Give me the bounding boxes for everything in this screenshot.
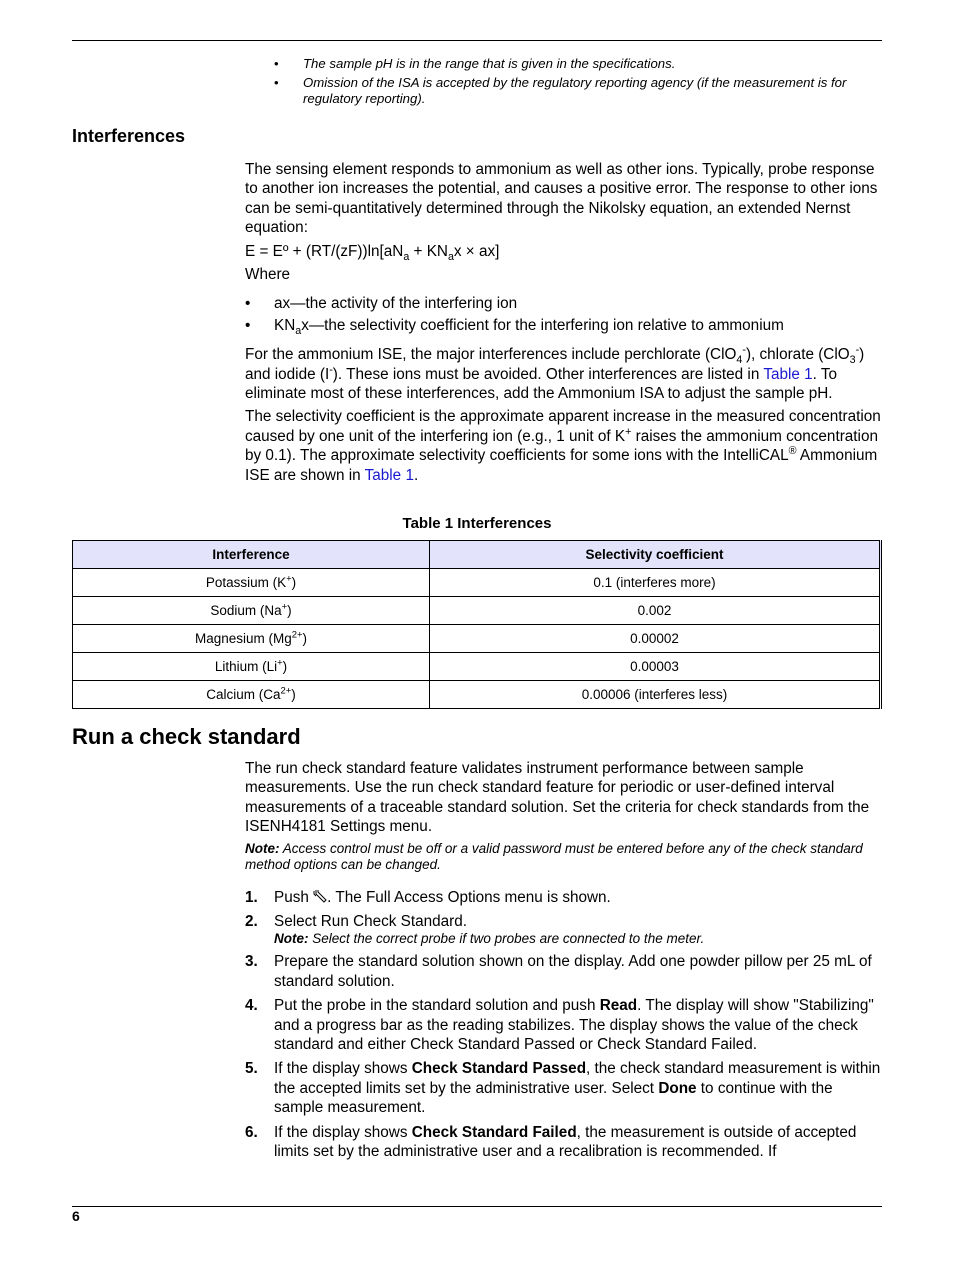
check-standard-heading: Run a check standard (72, 724, 301, 749)
table-row (73, 569, 881, 597)
steps-list (245, 888, 882, 1162)
table-header-row (73, 541, 881, 569)
ion-cell: Lithium (Li+) (73, 653, 430, 681)
coefficient-cell: 0.002 (430, 597, 881, 625)
table-row (73, 597, 881, 625)
table-row (73, 653, 881, 681)
probe-note: Note: Select the correct probe if two probes are connected to the meter. (274, 931, 705, 947)
check-standard-body (245, 759, 882, 1167)
check-standard-intro: The run check standard feature validates instrument performance between sample measurements. Use the run check standard feature for periodic or user-defined interval measurements of a traceable standard solution. Set the criteria for check standards from the ISENH4181 Settings menu. (245, 760, 870, 836)
selectivity-paragraph: The selectivity coefficient is the approximate apparent increase in the measured concentration caused by one unit of the interfering ion (e.g., 1 unit of K+ raises the ammonium concentration by 0.1). The approximate selectivity coefficients for some ions with the IntelliCAL® Ammonium ISE are shown in Table 1. (245, 408, 881, 484)
interferences-body (245, 160, 882, 485)
interferences-table (72, 540, 882, 709)
table-row (73, 681, 881, 709)
step-item: 3. Prepare the standard solution shown on the display. Add one powder pillow per 25 mL of standard solution. (245, 953, 872, 990)
page-number: 6 (72, 1208, 80, 1224)
conditions-list (245, 56, 882, 110)
list-item: • ax—the activity of the interfering ion (245, 294, 882, 313)
table-row (73, 625, 881, 653)
interferences-intro: The sensing element responds to ammonium as well as other ions. Typically, probe response to another ion increases the potential, and causes a positive error. The response to other ions can be semi-quantitatively determined through the Nikolsky equation, an extended Nernst equation: (245, 161, 878, 237)
coefficient-cell: 0.00006 (interferes less) (430, 681, 881, 709)
list-item: • Omission of the ISA is accepted by the regulatory reporting agency (if the measurement is for regulatory reporting). (245, 75, 882, 107)
table-1-link[interactable]: Table 1 (763, 365, 813, 383)
coefficient-cell: 0.00002 (430, 625, 881, 653)
step-item: 2. Select Run Check Standard. Note: Select the correct probe if two probes are connected to the meter. (245, 912, 882, 947)
table-caption: Table 1 Interferences (402, 515, 552, 532)
ion-cell: Magnesium $(Mg^{2+})$ (73, 625, 430, 653)
access-note: Note: Access control must be off or a valid password must be entered before any of the check standard method options can be changed. (245, 840, 863, 873)
column-header: Selectivity coefficient (430, 541, 881, 569)
column-header: Interference (73, 541, 430, 569)
list-item: • The sample pH is in the range that is given in the specifications. (245, 56, 882, 72)
step-item: 5. If the display shows Check Standard Passed, the check standard measurement is within the accepted limits set by the administrative user. Select Done to continue with the sample measurement. (245, 1060, 881, 1117)
footer-rule (72, 1206, 882, 1207)
coefficient-cell: 0.00003 (430, 653, 881, 681)
interferences-heading: Interferences (72, 126, 186, 146)
step-item: 6. If the display shows Check Standard Failed, the measurement is outside of accepted limits set by the administrative user and a recalibration is recommended. If (245, 1123, 857, 1161)
nikolsky-equation: E = Eº + $(RT/(zF))\ln[aN_a + KN_ax \times ax]$ (245, 242, 500, 263)
major-interferences-paragraph: For the ammonium ISE, the major interferences include perchlorate (ClO$_4$-), chlorate (ClO$_3$-) and iodide (I-). These ions must be avoided. Other interferences are listed in Table 1. To eliminate most of these interferences, add the Ammonium ISA to adjust the sample pH. (245, 344, 865, 403)
step-item: 1. Push . The Full Access Options menu is shown. (245, 888, 611, 906)
ion-cell: Potassium (K+) (73, 569, 430, 597)
ion-cell: Sodium (Na+) (73, 597, 430, 625)
wrench-icon (313, 889, 327, 903)
step-item: 4. Put the probe in the standard solution and push Read. The display will show "Stabilizing" and a progress bar as the reading stabilizes. The display shows the value of the check standard and either Check Standard Passed or Check Standard Failed. (245, 997, 874, 1054)
list-item: • $KN_ax—the$ selectivity coefficient for the interfering ion relative to ammonium (245, 316, 882, 335)
table-1-link[interactable]: Table 1 (364, 466, 414, 484)
variables-list (245, 294, 882, 335)
header-rule (72, 40, 882, 41)
ion-cell: Calcium $(Ca^{2+})$ (73, 681, 430, 709)
where-label: Where (245, 266, 291, 284)
coefficient-cell: 0.1 (interferes more) (430, 569, 881, 597)
